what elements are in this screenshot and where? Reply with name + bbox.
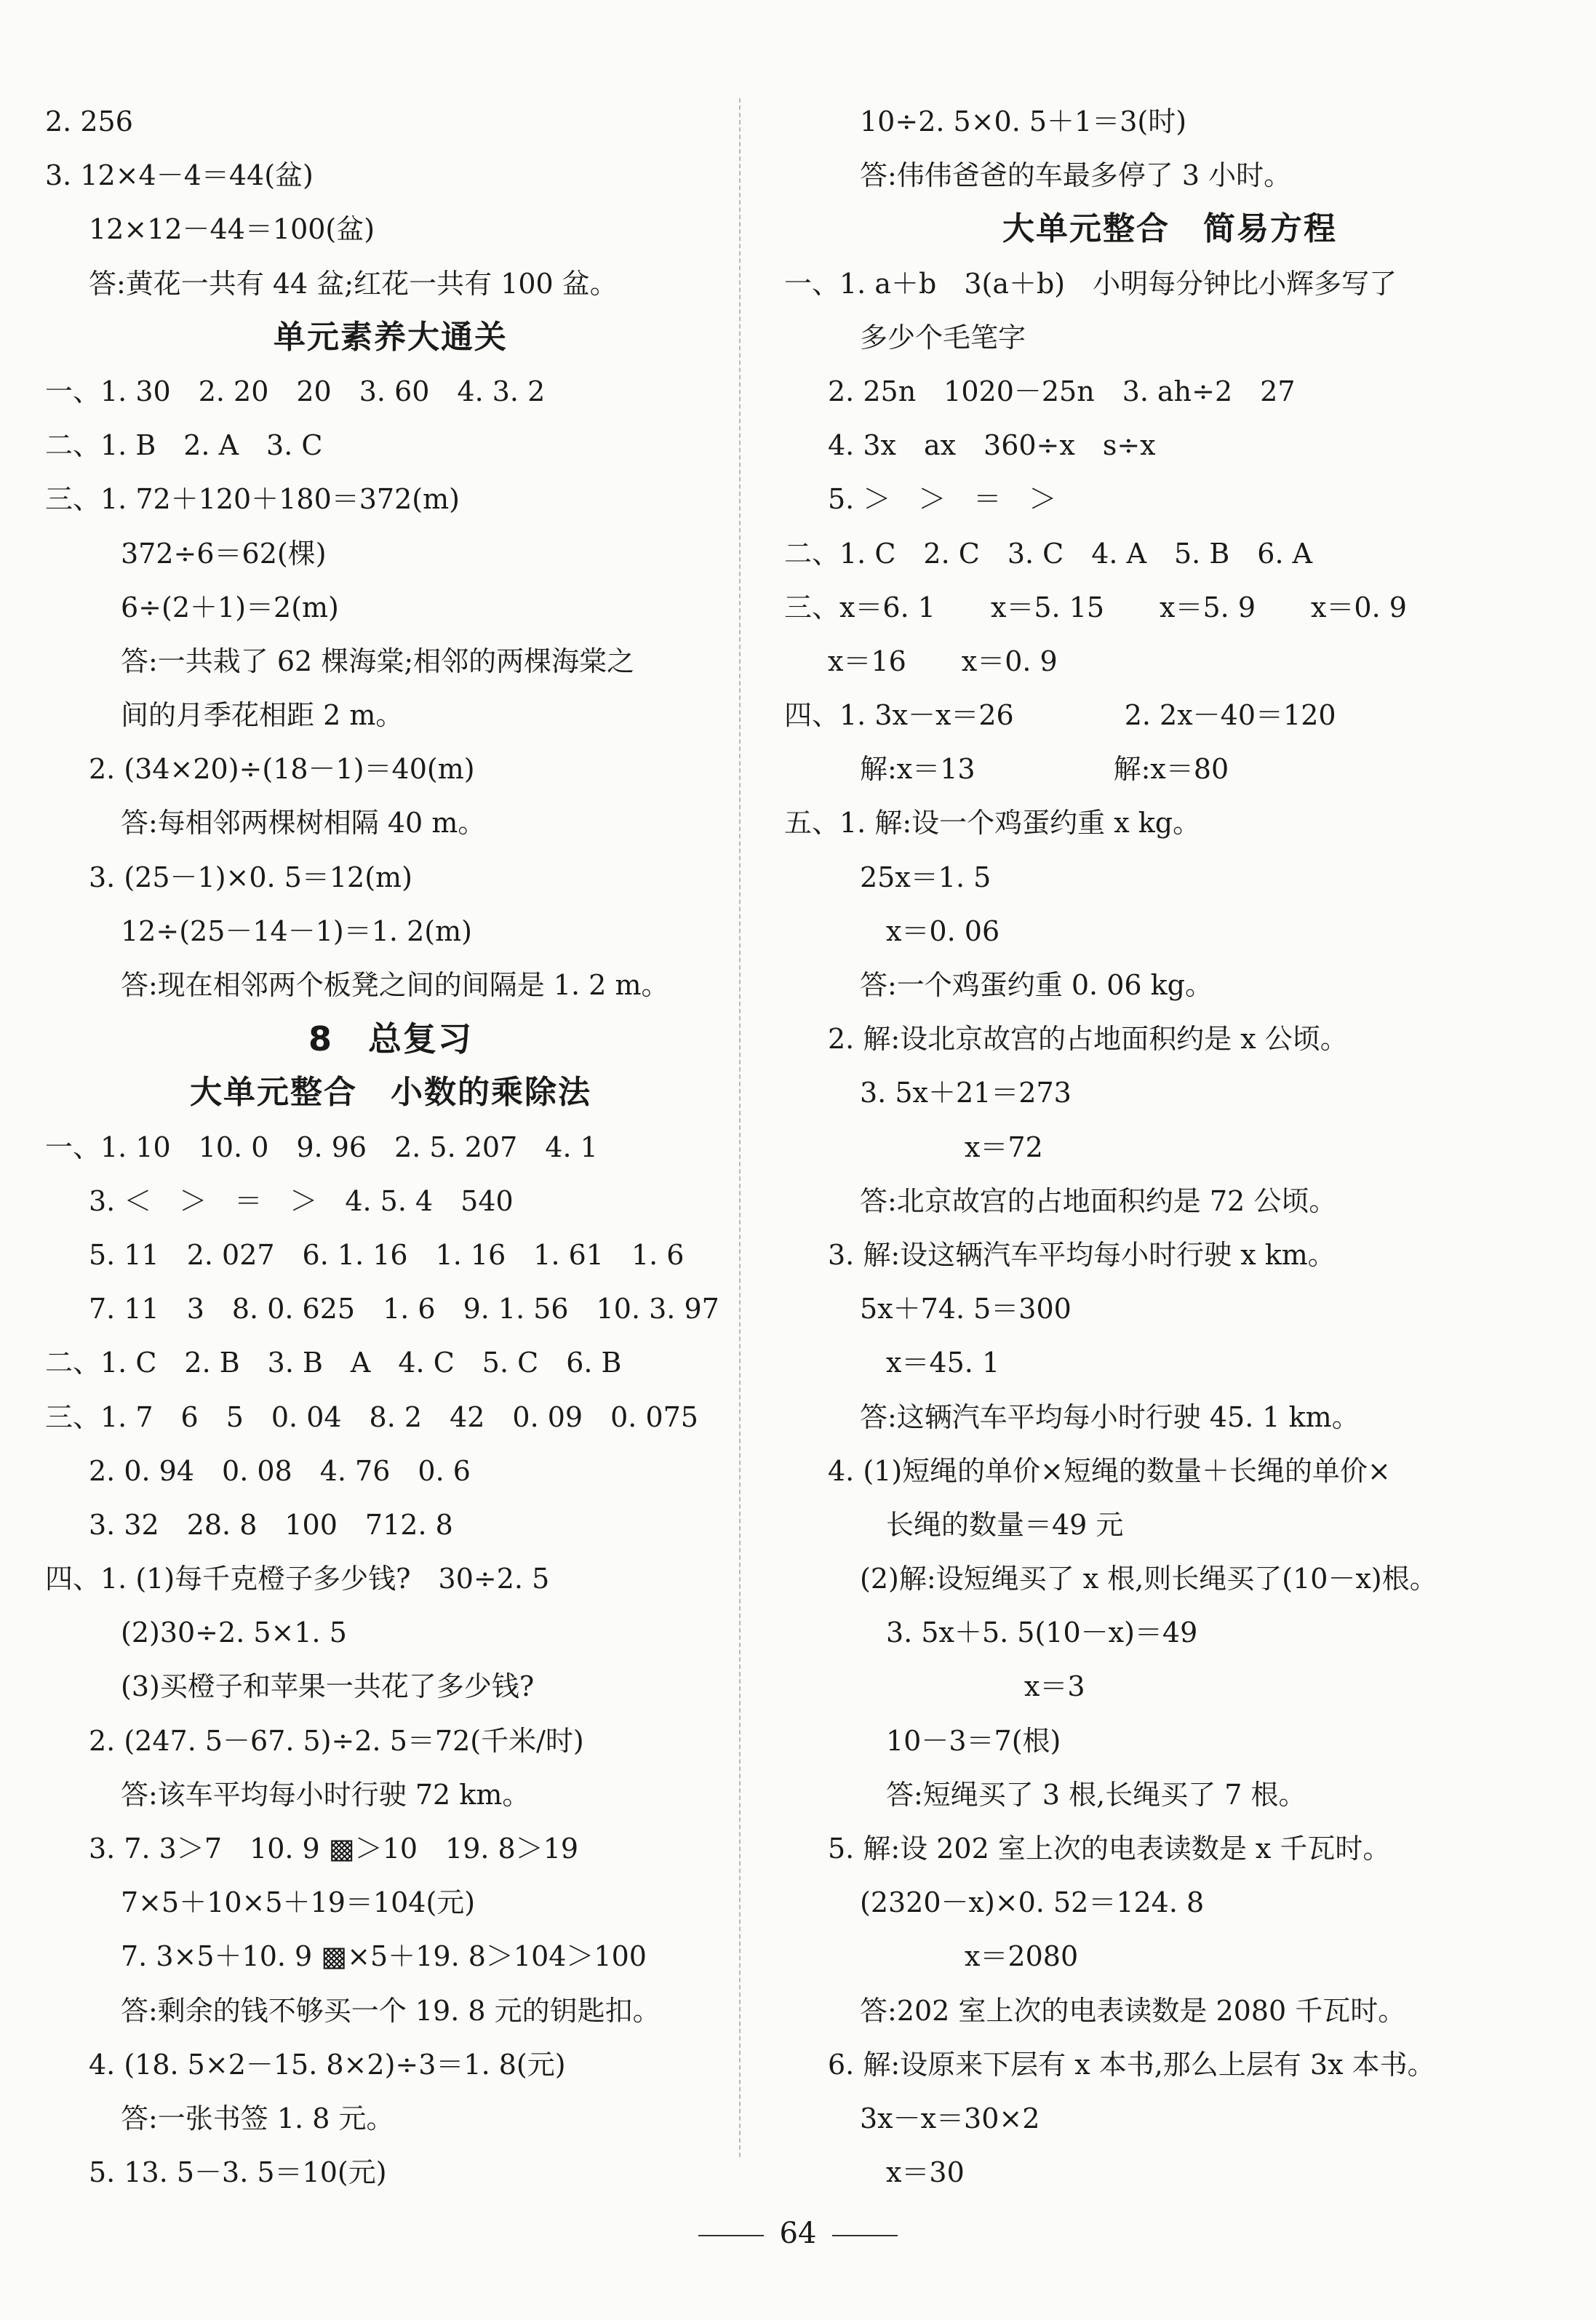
answer-line: 答:北京故宫的占地面积约是 72 公顷。	[860, 1184, 1337, 1217]
left-column	[45, 95, 736, 2199]
answer-line: 2. 256	[45, 105, 133, 137]
answer-line: 答:每相邻两棵树相隔 40 m。	[121, 807, 486, 840]
answer-line: 三、1. 7 6 5 0. 04 8. 2 42 0. 09 0. 075	[45, 1400, 698, 1433]
answer-line: 5x＋74. 5＝300	[860, 1293, 1072, 1326]
section-heading: 大单元整合 小数的乘除法	[190, 1074, 591, 1112]
answer-line: 5. ＞ ＞ ＝ ＞	[828, 483, 1057, 516]
column-divider	[739, 98, 741, 2157]
answer-line: 答:202 室上次的电表读数是 2080 千瓦时。	[860, 1994, 1406, 2027]
answer-line: 3. ＜ ＞ ＝ ＞ 4. 5. 4 540	[89, 1184, 514, 1217]
answer-line: 二、1. B 2. A 3. C	[45, 429, 323, 462]
answer-line: 12÷(25－14－1)＝1. 2(m)	[121, 914, 472, 947]
answer-line: 答:伟伟爸爸的车最多停了 3 小时。	[860, 159, 1292, 192]
answer-line: 3. 5x＋21＝273	[860, 1077, 1072, 1109]
answer-line: 长绳的数量＝49 元	[886, 1508, 1124, 1541]
answer-line: 二、1. C 2. C 3. C 4. A 5. B 6. A	[784, 537, 1313, 570]
answer-line: 一、1. a＋b 3(a＋b) 小明每分钟比小辉多写了	[784, 267, 1397, 300]
answer-line: 5. 13. 5－3. 5＝10(元)	[89, 2156, 387, 2189]
answer-line: 25x＝1. 5	[860, 861, 991, 893]
answer-line: 二、1. C 2. B 3. B A 4. C 5. C 6. B	[45, 1347, 622, 1379]
answer-line: 多少个毛笔字	[860, 321, 1026, 354]
answer-line: 6÷(2＋1)＝2(m)	[121, 591, 339, 623]
footer-dash-right	[832, 2235, 898, 2236]
answer-line: 7×5＋10×5＋19＝104(元)	[121, 1886, 476, 1919]
answer-line: 2. 解:设北京故宫的占地面积约是 x 公顷。	[828, 1023, 1348, 1056]
answer-line: 答:该车平均每小时行驶 72 km。	[121, 1778, 530, 1811]
answer-line: 3x－x＝30×2	[860, 2102, 1040, 2134]
answer-line: x＝0. 06	[886, 914, 1000, 947]
answer-line: 2. 0. 94 0. 08 4. 76 0. 6	[89, 1454, 471, 1487]
answer-line: 4. (18. 5×2－15. 8×2)÷3＝1. 8(元)	[89, 2048, 566, 2081]
answer-line: 5. 11 2. 027 6. 1. 16 1. 16 1. 61 1. 6	[89, 1238, 685, 1271]
answer-line: 3. 32 28. 8 100 712. 8	[89, 1508, 453, 1541]
answer-line: 三、1. 72＋120＋180＝372(m)	[45, 483, 460, 516]
page-number: 64	[779, 2217, 817, 2250]
answer-line: x＝16 x＝0. 9	[828, 645, 1058, 677]
answer-line: 2. (34×20)÷(18－1)＝40(m)	[89, 753, 475, 786]
footer-dash-left	[698, 2235, 764, 2236]
answer-line: 答:一个鸡蛋约重 0. 06 kg。	[860, 969, 1213, 1001]
answer-line: x＝2080	[965, 1940, 1079, 1973]
answer-line: 三、x＝6. 1 x＝5. 15 x＝5. 9 x＝0. 9	[784, 591, 1407, 623]
section-heading: 单元素养大通关	[274, 318, 508, 356]
answer-line: 一、1. 10 10. 0 9. 96 2. 5. 207 4. 1	[45, 1131, 598, 1163]
answer-line: 4. 3x ax 360÷x s÷x	[828, 429, 1156, 462]
answer-line: 答:一张书签 1. 8 元。	[121, 2102, 394, 2134]
answer-line: 3. 7. 3＞7 10. 9 ▩＞10 19. 8＞19	[89, 1833, 579, 1865]
right-column	[784, 95, 1555, 2199]
answer-line: 4. (1)短绳的单价×短绳的数量＋长绳的单价×	[828, 1454, 1391, 1487]
answer-line: 5. 解:设 202 室上次的电表读数是 x 千瓦时。	[828, 1833, 1391, 1865]
page-footer	[0, 2212, 1596, 2255]
answer-line: 一、1. 30 2. 20 20 3. 60 4. 3. 2	[45, 375, 546, 407]
answer-line: 7. 3×5＋10. 9 ▩×5＋19. 8＞104＞100	[121, 1940, 647, 1973]
answer-line: 3. 5x＋5. 5(10－x)＝49	[886, 1617, 1198, 1649]
answer-line: 答:短绳买了 3 根,长绳买了 7 根。	[886, 1778, 1306, 1811]
answer-line: 10÷2. 5×0. 5＋1＝3(时)	[860, 105, 1187, 137]
answer-line: 2. 25n 1020－25n 3. ah÷2 27	[828, 375, 1296, 407]
answer-line: 五、1. 解:设一个鸡蛋约重 x kg。	[784, 807, 1201, 840]
answer-line: x＝72	[965, 1131, 1043, 1163]
answer-line: (2320－x)×0. 52＝124. 8	[860, 1886, 1205, 1919]
answer-line: 7. 11 3 8. 0. 625 1. 6 9. 1. 56 10. 3. 97	[89, 1293, 719, 1326]
answer-line: x＝30	[886, 2156, 965, 2189]
answer-line: (3)买橙子和苹果一共花了多少钱?	[121, 1670, 535, 1703]
answer-line: (2)30÷2. 5×1. 5	[121, 1617, 347, 1649]
answer-line: 3. 解:设这辆汽车平均每小时行驶 x km。	[828, 1238, 1336, 1271]
answer-line: 答:这辆汽车平均每小时行驶 45. 1 km。	[860, 1400, 1360, 1433]
answer-line: 答:现在相邻两个板凳之间的间隔是 1. 2 m。	[121, 969, 669, 1001]
answer-line: 3. 12×4－4＝44(盆)	[45, 159, 314, 192]
answer-line: 四、1. 3x－x＝26 2. 2x－40＝120	[784, 699, 1336, 732]
answer-line: 间的月季花相距 2 m。	[121, 699, 404, 732]
section-heading: 大单元整合 简易方程	[1002, 210, 1337, 248]
answer-line: x＝45. 1	[886, 1347, 1000, 1379]
answer-line: (2)解:设短绳买了 x 根,则长绳买了(10－x)根。	[860, 1563, 1437, 1595]
answer-line: 解:x＝13 解:x＝80	[860, 753, 1229, 786]
answer-line: 答:一共栽了 62 棵海棠;相邻的两棵海棠之	[121, 645, 635, 677]
answer-line: 372÷6＝62(棵)	[121, 537, 327, 570]
answer-line: 10－3＝7(根)	[886, 1724, 1061, 1757]
answer-line: 12×12－44＝100(盆)	[89, 213, 375, 246]
answer-line: 答:剩余的钱不够买一个 19. 8 元的钥匙扣。	[121, 1994, 661, 2027]
answer-line: 3. (25－1)×0. 5＝12(m)	[89, 861, 412, 893]
chapter-heading: 8 总复习	[308, 1019, 473, 1059]
answer-line: x＝3	[1024, 1670, 1085, 1703]
answer-line: 答:黄花一共有 44 盆;红花一共有 100 盆。	[89, 267, 618, 300]
answer-line: 6. 解:设原来下层有 x 本书,那么上层有 3x 本书。	[828, 2048, 1435, 2081]
answer-line: 2. (247. 5－67. 5)÷2. 5＝72(千米/时)	[89, 1724, 584, 1757]
answer-line: 四、1. (1)每千克橙子多少钱? 30÷2. 5	[45, 1563, 550, 1595]
